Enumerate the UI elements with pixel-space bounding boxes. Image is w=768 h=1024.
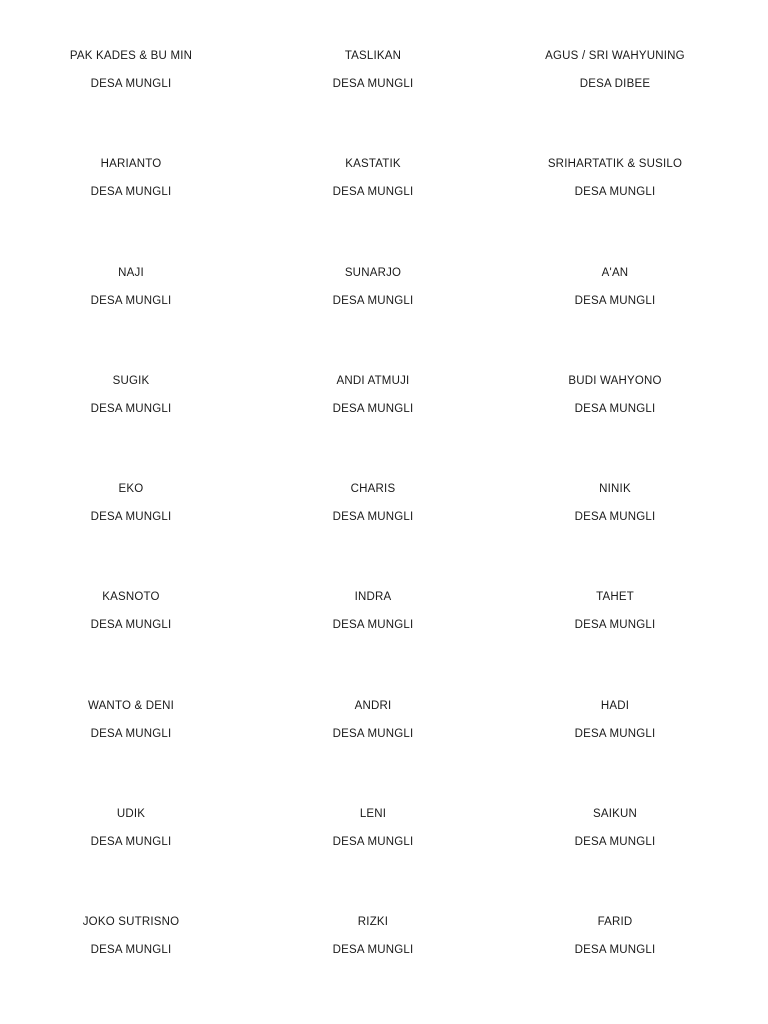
label-name: PAK KADES & BU MIN — [69, 50, 193, 62]
label-address: DESA MUNGLI — [574, 944, 656, 957]
label-address: DESA MUNGLI — [574, 402, 656, 415]
address-label — [494, 42, 736, 150]
label-name: INDRA — [354, 591, 392, 604]
label-address: DESA MUNGLI — [332, 836, 414, 849]
label-name: NAJI — [118, 266, 144, 279]
label-address: DESA MUNGLI — [332, 186, 414, 199]
address-label — [10, 800, 252, 908]
address-label — [494, 150, 736, 258]
label-address: DESA MUNGLI — [332, 294, 414, 307]
label-name: LENI — [359, 808, 387, 821]
label-address: DESA MUNGLI — [574, 619, 656, 632]
address-label — [10, 42, 252, 150]
label-name: FARID — [597, 916, 633, 929]
label-address: DESA MUNGLI — [90, 511, 172, 524]
address-label — [252, 583, 494, 691]
label-address: DESA MUNGLI — [90, 78, 172, 90]
address-label — [252, 367, 494, 475]
label-name: HADI — [600, 699, 630, 712]
address-label — [494, 800, 736, 908]
label-address: DESA MUNGLI — [574, 511, 656, 524]
label-name: ANDI ATMUJI — [336, 374, 410, 387]
label-name: UDIK — [116, 808, 146, 821]
label-name: CHARIS — [350, 483, 396, 496]
label-address: DESA MUNGLI — [332, 944, 414, 957]
address-label — [494, 583, 736, 691]
label-address: DESA MUNGLI — [332, 78, 414, 90]
label-address: DESA MUNGLI — [574, 294, 656, 307]
address-label — [10, 475, 252, 583]
label-address: DESA MUNGLI — [574, 836, 656, 849]
address-label — [10, 692, 252, 800]
address-label — [252, 259, 494, 367]
label-name: SUNARJO — [344, 266, 402, 279]
label-address: DESA MUNGLI — [332, 402, 414, 415]
label-name: AGUS / SRI WAHYUNING — [545, 50, 685, 62]
label-name: SRIHARTATIK & SUSILO — [547, 158, 683, 171]
label-name: SAIKUN — [592, 808, 638, 821]
address-label — [252, 692, 494, 800]
address-label — [252, 908, 494, 1016]
address-label — [494, 367, 736, 475]
label-address: DESA MUNGLI — [90, 402, 172, 415]
address-label — [494, 692, 736, 800]
label-name: RIZKI — [357, 916, 389, 929]
label-address: DESA MUNGLI — [90, 836, 172, 849]
address-label — [252, 800, 494, 908]
label-name: KASNOTO — [102, 591, 160, 604]
address-label — [252, 150, 494, 258]
label-address: DESA DIBEE — [579, 78, 651, 90]
address-label — [494, 259, 736, 367]
address-label — [252, 475, 494, 583]
label-name: EKO — [118, 483, 144, 496]
label-name: JOKO SUTRISNO — [82, 916, 180, 929]
label-name: A'AN — [601, 266, 629, 279]
label-name: TASLIKAN — [344, 50, 402, 62]
label-address: DESA MUNGLI — [574, 186, 656, 199]
label-address: DESA MUNGLI — [90, 727, 172, 740]
label-name: SUGIK — [112, 374, 150, 387]
label-address: DESA MUNGLI — [332, 619, 414, 632]
address-label — [494, 908, 736, 1016]
label-name: BUDI WAHYONO — [568, 374, 662, 387]
label-name: ANDRI — [354, 699, 392, 712]
label-address: DESA MUNGLI — [90, 619, 172, 632]
label-name: HARIANTO — [100, 158, 162, 171]
label-address: DESA MUNGLI — [90, 944, 172, 957]
label-name: WANTO & DENI — [87, 699, 175, 712]
label-sheet — [10, 42, 738, 1017]
address-label — [10, 150, 252, 258]
label-address: DESA MUNGLI — [332, 511, 414, 524]
address-label — [10, 367, 252, 475]
label-address: DESA MUNGLI — [332, 727, 414, 740]
address-label — [494, 475, 736, 583]
label-address: DESA MUNGLI — [90, 186, 172, 199]
label-name: NINIK — [599, 483, 631, 496]
address-label — [10, 908, 252, 1016]
label-name: KASTATIK — [345, 158, 401, 171]
address-label — [252, 42, 494, 150]
label-address: DESA MUNGLI — [574, 727, 656, 740]
address-label — [10, 583, 252, 691]
address-label — [10, 259, 252, 367]
label-address: DESA MUNGLI — [90, 294, 172, 307]
label-name: TAHET — [596, 591, 634, 604]
